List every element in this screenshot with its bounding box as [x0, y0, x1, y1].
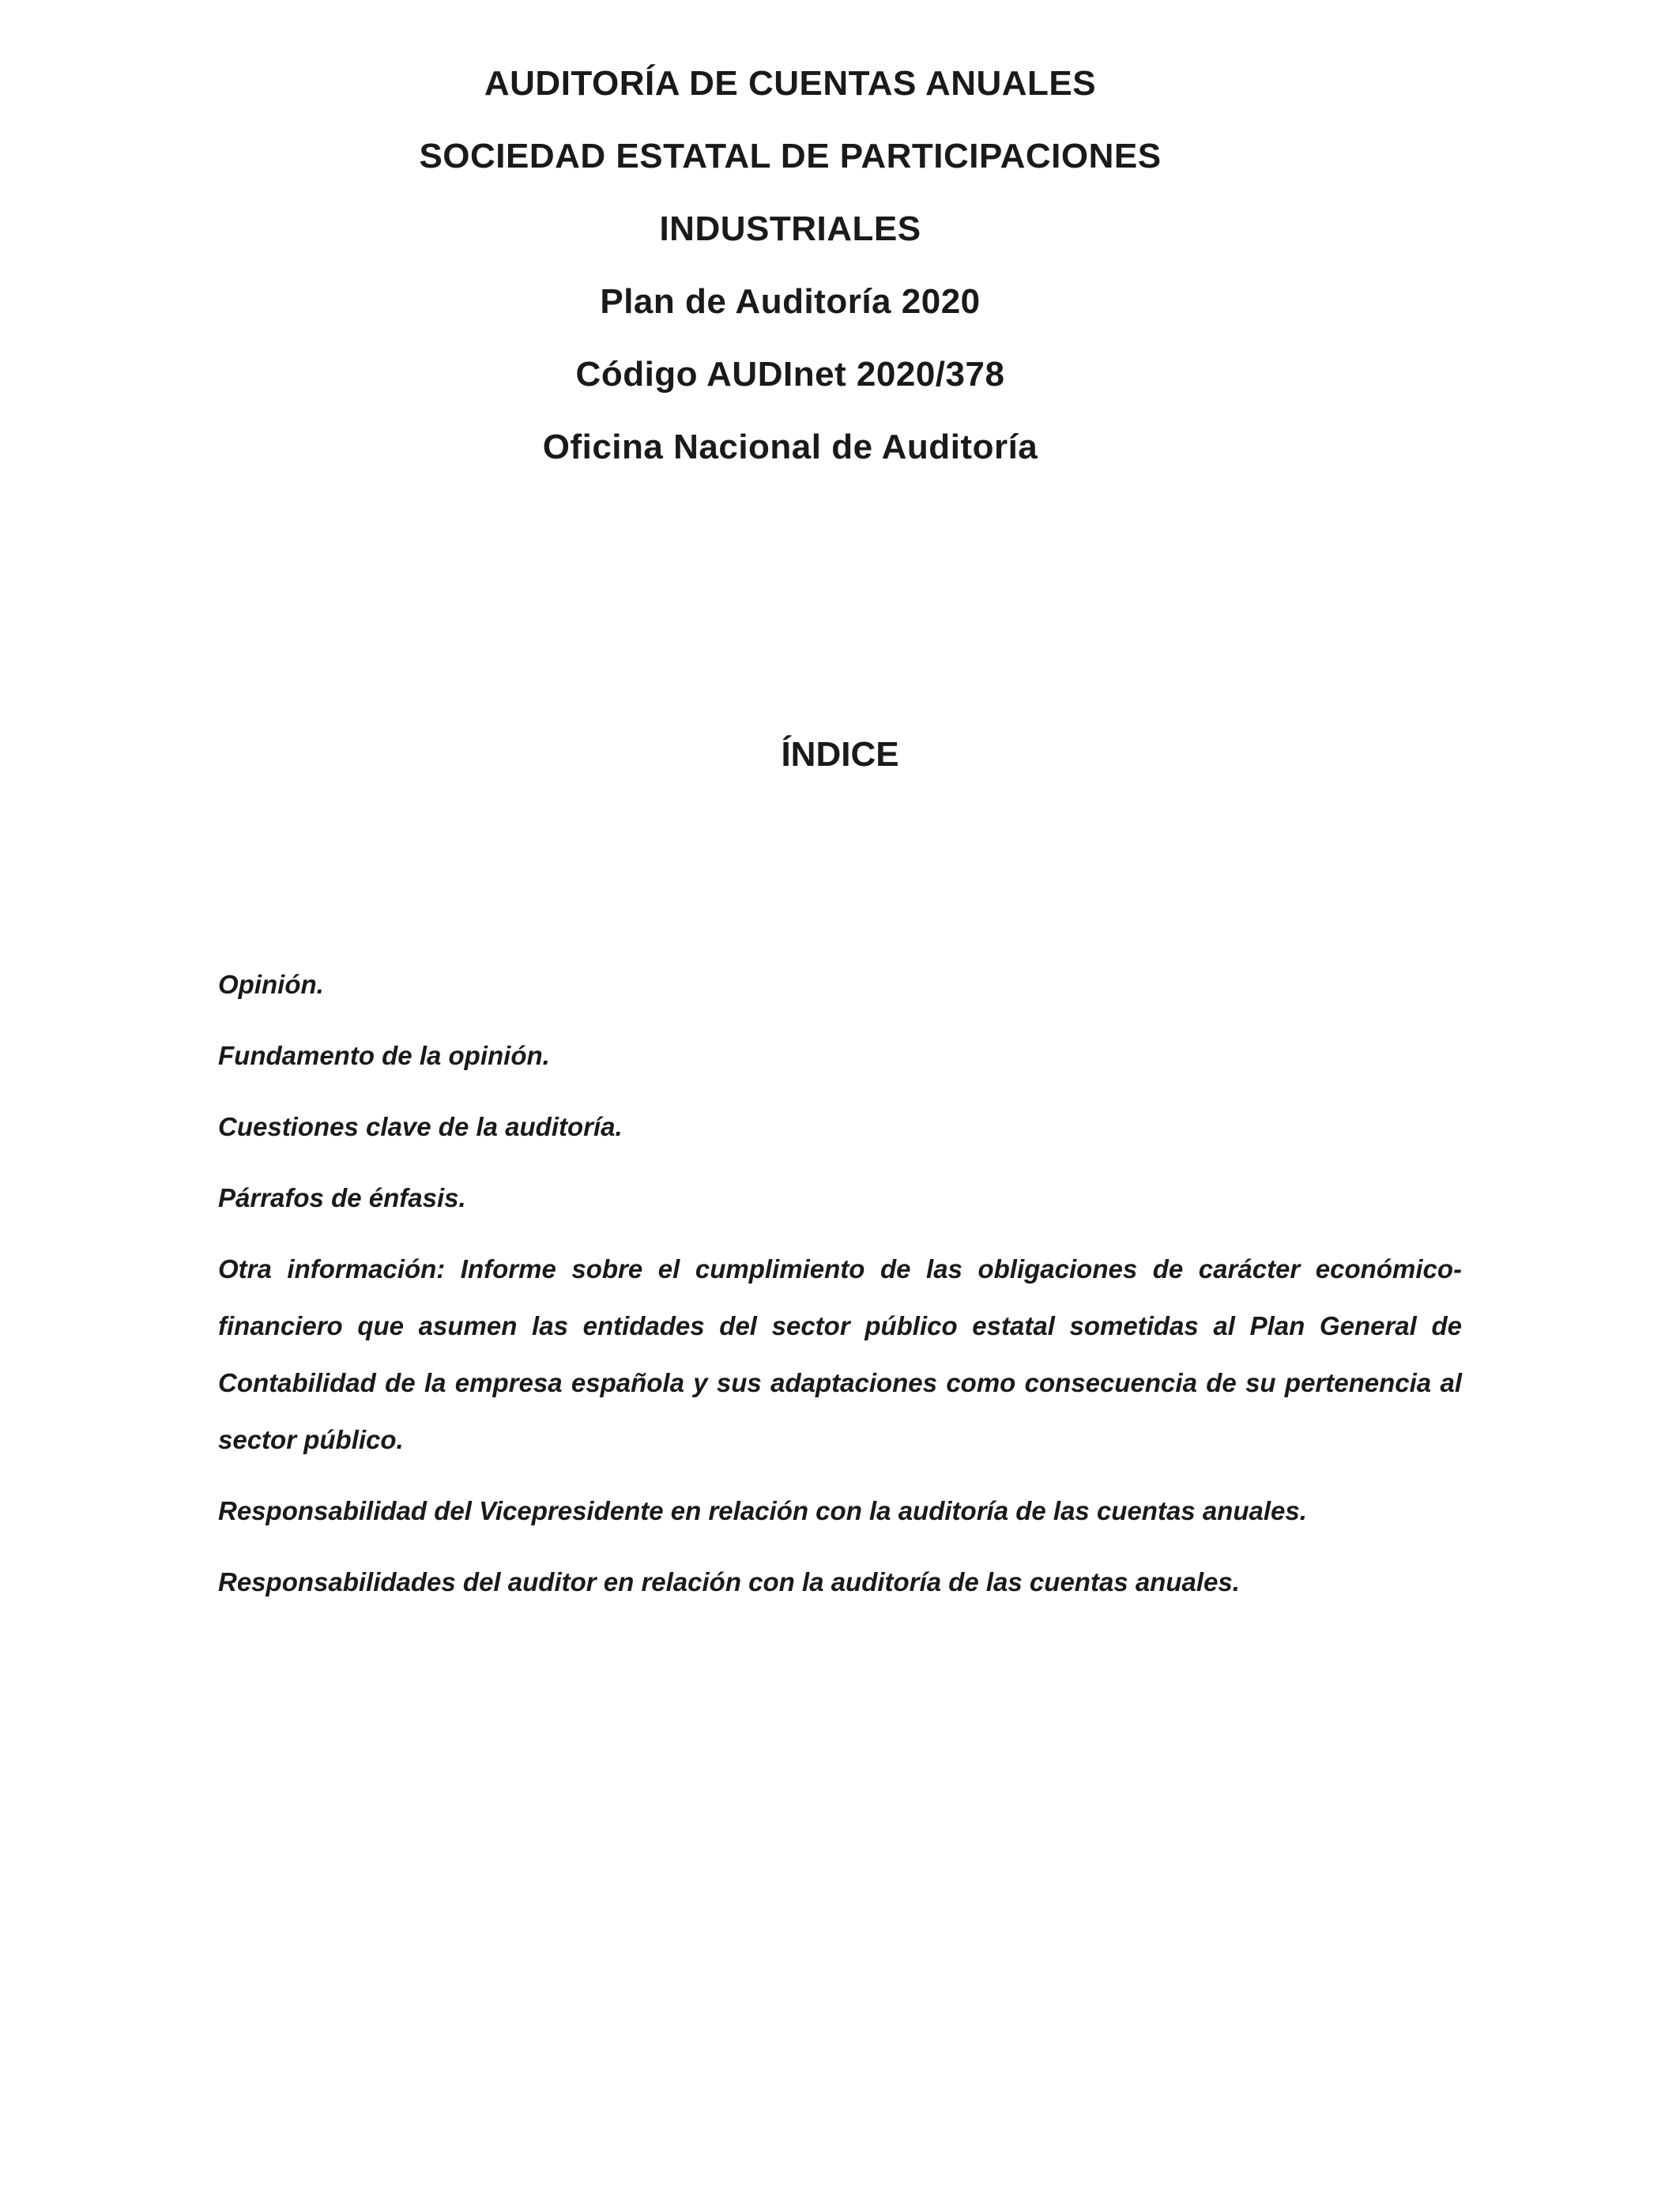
header-entity-name-line2: INDUSTRIALES: [659, 209, 921, 248]
header-audinet-code: Código AUDInet 2020/378: [575, 355, 1005, 394]
index-title: ÍNDICE: [781, 735, 899, 774]
toc-item-cuestiones-clave: Cuestiones clave de la auditoría.: [218, 1112, 623, 1141]
header-office: Oficina Nacional de Auditoría: [542, 428, 1038, 466]
toc-item-responsabilidades-auditor: Responsabilidades del auditor en relación con la auditoría de las cuentas anuales.: [218, 1567, 1240, 1596]
header-audit-plan: Plan de Auditoría 2020: [600, 282, 981, 321]
document-header: [0, 47, 1580, 484]
toc-item-responsabilidad-vicepresidente: Responsabilidad del Vicepresidente en relación con la auditoría de las cuentas anuales.: [218, 1496, 1307, 1525]
table-of-contents: [218, 956, 1462, 1625]
header-entity-name-line1: SOCIEDAD ESTATAL DE PARTICIPACIONES: [419, 137, 1162, 175]
toc-item-opinion: Opinión.: [218, 970, 324, 999]
toc-item-otra-informacion: Otra información: Informe sobre el cumplimiento de las obligaciones de carácter económico-financiero que asumen las entidades del sector público estatal sometidas al Plan General de Contabilidad de la empresa española y sus adaptaciones como consecuencia de su pertenencia al sector público.: [218, 1254, 1462, 1454]
toc-item-fundamento: Fundamento de la opinión.: [218, 1041, 550, 1070]
toc-item-parrafos-enfasis: Párrafos de énfasis.: [218, 1183, 466, 1212]
header-title-audit: AUDITORÍA DE CUENTAS ANUALES: [484, 64, 1097, 103]
